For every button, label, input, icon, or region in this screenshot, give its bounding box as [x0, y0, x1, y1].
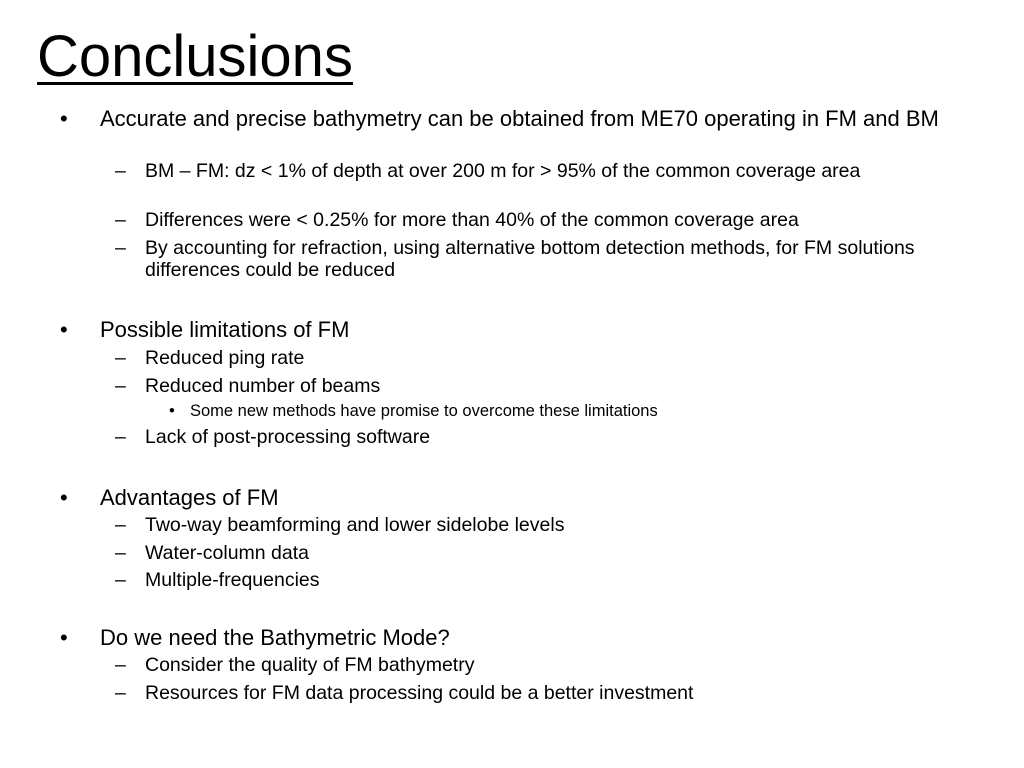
sub-bullet-text: Reduced ping rate	[145, 347, 305, 369]
dash-marker: –	[115, 654, 126, 676]
dash-marker: –	[115, 682, 126, 704]
sub-bullet-text: Lack of post-processing software	[145, 426, 431, 448]
bullet-text: Accurate and precise bathymetry can be obtained from ME70 operating in FM and BM	[100, 106, 939, 131]
sub-bullet-text: Water-column data	[145, 542, 310, 564]
sub-bullet-text: Differences were < 0.25% for more than 40% of the common coverage area	[145, 209, 799, 231]
sub-bullet-text: By accounting for refraction, using alternative bottom detection methods, for FM solutions differences could be reduced	[145, 237, 915, 281]
sub-bullet-text: Multiple-frequencies	[145, 569, 320, 591]
bullet-marker: •	[60, 485, 68, 510]
bullet-marker: •	[60, 625, 68, 650]
dash-marker: –	[115, 569, 126, 591]
bullet-text: Do we need the Bathymetric Mode?	[100, 625, 450, 650]
bullet-marker: •	[60, 106, 68, 131]
bullet-text: Advantages of FM	[100, 485, 279, 510]
sub-bullet-text: Two-way beamforming and lower sidelobe levels	[145, 514, 565, 536]
sub-bullet-text: Consider the quality of FM bathymetry	[145, 654, 475, 676]
dash-marker: –	[115, 347, 126, 369]
dash-marker: –	[115, 209, 126, 231]
dash-marker: –	[115, 375, 126, 397]
sub-bullet-text: BM – FM: dz < 1% of depth at over 200 m for > 95% of the common coverage area	[145, 160, 861, 182]
sub-bullet-text: Reduced number of beams	[145, 375, 381, 397]
bullet-marker: •	[60, 317, 68, 342]
dash-marker: –	[115, 237, 126, 259]
bullet-text: Possible limitations of FM	[100, 317, 350, 342]
dash-marker: –	[115, 426, 126, 448]
dash-marker: –	[115, 542, 126, 564]
slide-title: Conclusions	[37, 24, 353, 89]
bullet-marker: •	[169, 402, 175, 420]
sub-sub-bullet-text: Some new methods have promise to overcome these limitations	[190, 402, 658, 420]
dash-marker: –	[115, 514, 126, 536]
dash-marker: –	[115, 160, 126, 182]
sub-bullet-text: Resources for FM data processing could be a better investment	[145, 682, 694, 704]
